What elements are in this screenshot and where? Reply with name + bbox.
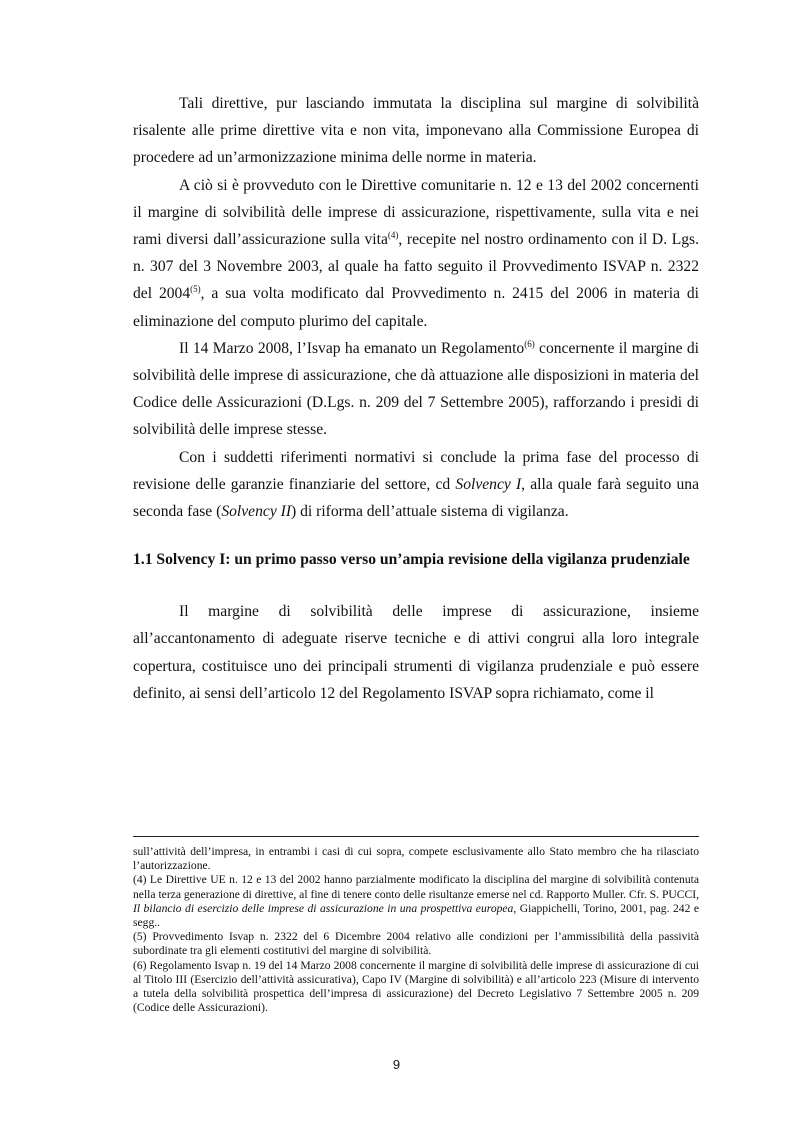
footnote-4-book-title: Il bilancio di esercizio delle imprese di assicurazione in una prospettiva europea: [133, 901, 514, 915]
footnote-ref-6[interactable]: (6): [524, 338, 535, 349]
paragraph-2-text-a: A ciò si è provveduto con le Direttive comunitarie n. 12 e 13 del 2002 concernenti il margine di solvibilità delle imprese di assicurazione, rispettivamente, sulla vita e nei rami diversi dall’assicurazione sulla vita: [133, 176, 699, 249]
page-body: [133, 90, 699, 707]
page-number: 9: [392, 1057, 401, 1072]
paragraph-4-text-b: , alla quale farà seguito una seconda fase (: [133, 475, 700, 521]
footnote-continuation: sull’attività dell’impresa, in entrambi i casi di cui sopra, compete esclusivamente allo Stato membro che ha rilasciato l’autorizzazione.: [133, 845, 699, 873]
paragraph-3-text-a: Il 14 Marzo 2008, l’Isvap ha emanato un Regolamento: [179, 339, 525, 357]
footnote-ref-5[interactable]: (5): [190, 284, 201, 295]
paragraph-2: [133, 172, 699, 335]
section-heading: 1.1 Solvency I: un primo passo verso un’ampia revisione della vigilanza prudenziale: [133, 551, 690, 569]
paragraph-4-text-c: ) di riforma dell’attuale sistema di vigilanza.: [291, 503, 569, 521]
footnote-ref-4[interactable]: (4): [387, 230, 399, 241]
paragraph-2-text-c: , a sua volta modificato dal Provvedimento n. 2415 del 2006 in materia di eliminazione del computo plurimo del capitale.: [133, 285, 700, 330]
paragraph-3: [133, 335, 699, 444]
solvency-ii-term: Solvency II: [221, 503, 292, 521]
footnote-5: (5) Provvedimento Isvap n. 2322 del 6 Dicembre 2004 relativo alle condizioni per l’ammissibilità della passività subordinate tra gli elementi costitutivi del margine di solvibilità.: [133, 930, 699, 958]
paragraph-5: Il margine di solvibilità delle imprese di assicurazione, insieme all’accantonamento di adeguate riserve tecniche e di attivi congrui alla loro integrale copertura, costituisce uno dei principali strumenti di vigilanza prudenziale e può essere definito, ai sensi dell’articolo 12 del Regolamento ISVAP sopra richiamato, come il: [133, 603, 699, 702]
footnote-4: [133, 873, 699, 930]
solvency-i-term: Solvency I: [455, 475, 522, 493]
footnote-4-text-a: (4) Le Direttive UE n. 12 e 13 del 2002 hanno parzialmente modificato la disciplina del margine di solvibilità contenuta nella terza generazione di direttive, al fine di tenere conto delle risultanze emerse nel cd. Rapporto Muller. Cfr. S. PUCCI,: [133, 873, 699, 901]
paragraph-3-text-b: concernente il margine di solvibilità delle imprese di assicurazione, che dà attuazione alle disposizioni in materia del Codice delle Assicurazioni (D.Lgs. n. 209 del 7 Settembre 2005), rafforzando i presidi di solvibilità delle imprese stesse.: [133, 339, 699, 439]
paragraph-4: [133, 444, 699, 526]
footnotes: [133, 845, 699, 1015]
paragraph-2-text-b: , recepite nel nostro ordinamento con il D. Lgs. n. 307 del 3 Novembre 2003, al quale ha fatto seguito il Provvedimento ISVAP n. 2322 del 2004: [133, 231, 699, 303]
footnote-4-text-b: , Giappichelli, Torino, 2001, pag. 242 e segg..: [133, 901, 699, 930]
footnote-6: (6) Regolamento Isvap n. 19 del 14 Marzo 2008 concernente il margine di solvibilità delle imprese di assicurazione di cui al Titolo III (Esercizio dell’attività assicurativa), Capo IV (Margine di solvibilità) e all’articolo 223 (Misure di intervento a tutela della solvibilità prospettica dell’impresa di assicurazione) del Decreto Legislativo 7 Settembre 2005 n. 209 (Codice delle Assicurazioni).: [133, 958, 699, 1015]
paragraph-1: Tali direttive, pur lasciando immutata la disciplina sul margine di solvibilità risalente alle prime direttive vita e non vita, imponevano alla Commissione Europea di procedere ad un’armonizzazione minima delle norme in materia.: [133, 95, 699, 167]
paragraph-4-text-a: Con i suddetti riferimenti normativi si conclude la prima fase del processo di revisione delle garanzie finanziarie del settore, cd: [133, 448, 699, 493]
footnote-separator: [133, 836, 699, 837]
